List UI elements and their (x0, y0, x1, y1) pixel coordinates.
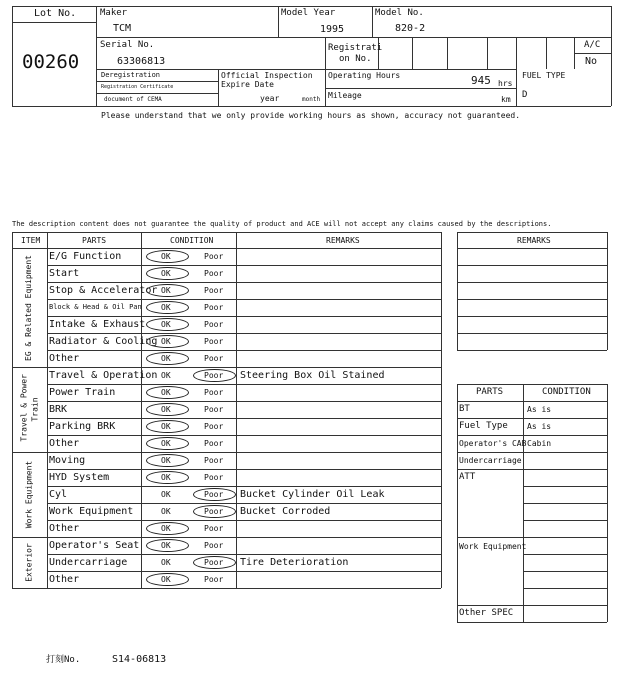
poor-option[interactable]: Poor (204, 507, 224, 516)
col-item: ITEM (21, 236, 41, 245)
ok-selected-circle (146, 301, 189, 314)
row-part: E/G Function (49, 251, 122, 262)
ok-selected-circle (146, 437, 189, 450)
row-part: Block & Head & Oil Pan (49, 303, 142, 311)
model-year-value: 1995 (320, 24, 345, 35)
lot-number: 00260 (22, 51, 80, 73)
right-condition-header: CONDITION (542, 387, 591, 397)
poor-selected-circle (193, 369, 236, 382)
inspection-label-2: Expire Date (221, 80, 274, 89)
ok-selected-circle (146, 522, 189, 535)
hrs-unit: hrs (498, 79, 513, 88)
ok-selected-circle (146, 318, 189, 331)
maker-label: Maker (100, 8, 128, 18)
row-divider (47, 537, 441, 538)
ok-selected-circle (146, 420, 189, 433)
ok-option[interactable]: OK (161, 456, 171, 465)
model-no-value: 820-2 (395, 23, 426, 34)
right-part-undercarriage: Undercarriage (459, 456, 522, 465)
right-part-fuel: Fuel Type (459, 421, 508, 431)
ok-option[interactable]: OK (161, 354, 171, 363)
ok-selected-circle (146, 386, 189, 399)
ok-selected-circle (146, 284, 189, 297)
poor-option[interactable]: Poor (204, 405, 224, 414)
row-divider (47, 401, 441, 402)
right-cond-cab: Cabin (527, 439, 552, 448)
row-part: Cyl (49, 489, 68, 500)
right-part-cab: Operator's CAB (459, 439, 527, 448)
row-part: Operator's Seat (49, 540, 140, 551)
serial-value: 63306813 (117, 56, 166, 67)
ok-selected-circle (146, 352, 189, 365)
poor-option[interactable]: Poor (204, 388, 224, 397)
poor-selected-circle (193, 556, 236, 569)
ok-selected-circle (146, 539, 189, 552)
ok-selected-circle (146, 573, 189, 586)
ok-selected-circle (146, 403, 189, 416)
ok-option[interactable]: OK (161, 541, 171, 550)
cema-label: document of CEMA (104, 96, 162, 103)
row-part: Intake & Exhaust (49, 319, 146, 330)
row-remark: Steering Box Oil Stained (240, 370, 385, 381)
stamp-value: S14-06813 (112, 654, 167, 665)
ok-option[interactable]: OK (161, 320, 171, 329)
inspection-label-1: Official Inspection (221, 71, 313, 80)
row-part: Moving (49, 455, 86, 466)
poor-option[interactable]: Poor (204, 439, 224, 448)
poor-option[interactable]: Poor (204, 269, 224, 278)
row-remark: Bucket Cylinder Oil Leak (240, 489, 385, 500)
row-divider (47, 333, 441, 334)
reg-cert-label: Registration Certificate (101, 84, 174, 90)
deregistration-label: Deregistration (101, 71, 161, 79)
serial-label: Serial No. (100, 40, 155, 50)
ok-option[interactable]: OK (161, 507, 171, 516)
poor-option[interactable]: Poor (204, 303, 224, 312)
row-part: BRK (49, 404, 68, 415)
right-part-att: ATT (459, 472, 476, 482)
right-work-equipment: Work Equipment (459, 542, 527, 551)
ok-option[interactable]: OK (161, 269, 171, 278)
group-label-travel-1: Travel & Power (19, 374, 29, 442)
registration-label-1: Registrati (328, 43, 383, 53)
ok-option[interactable]: OK (161, 405, 171, 414)
ok-option[interactable]: OK (161, 490, 171, 499)
ok-selected-circle (146, 250, 189, 263)
ok-option[interactable]: OK (161, 439, 171, 448)
maker-value: TCM (113, 23, 132, 34)
group-label-eg: EG & Related Equipment (24, 255, 33, 361)
row-part: Other (49, 574, 80, 585)
row-divider (47, 520, 441, 521)
row-divider (47, 571, 441, 572)
mileage-label: Mileage (328, 91, 362, 100)
poor-option[interactable]: Poor (204, 337, 224, 346)
ok-selected-circle (146, 335, 189, 348)
fuel-type-value: D (522, 90, 528, 100)
right-cond-bt: As is (527, 405, 552, 414)
disclaimer: The description content does not guarantee the quality of product and ACE will not accept any claims caused by the descriptions. (12, 220, 552, 228)
poor-option[interactable]: Poor (204, 320, 224, 329)
row-divider (47, 265, 441, 266)
right-other-spec: Other SPEC (459, 608, 514, 618)
row-divider (47, 452, 441, 453)
ok-selected-circle (146, 454, 189, 467)
ac-value: No (585, 56, 598, 67)
col-remarks: REMARKS (326, 236, 360, 245)
stamp-label: 打刻No. (46, 655, 81, 665)
group-label-work: Work Equipment (24, 460, 34, 529)
right-part-bt: BT (459, 404, 470, 414)
poor-selected-circle (193, 505, 236, 518)
registration-label-2: on No. (339, 54, 372, 64)
poor-option[interactable]: Poor (204, 252, 224, 261)
poor-option[interactable]: Poor (204, 490, 224, 499)
row-part: Radiator & Cooling (49, 336, 158, 347)
operating-hours-label: Operating Hours (328, 71, 401, 80)
ok-option[interactable]: OK (161, 303, 171, 312)
row-divider (47, 469, 441, 470)
hours-value: 945 (471, 74, 491, 87)
ac-label: A/C (584, 40, 601, 50)
row-divider (47, 299, 441, 300)
col-parts: PARTS (82, 236, 107, 245)
ok-option[interactable]: OK (161, 524, 171, 533)
model-no-label: Model No. (375, 8, 424, 18)
ok-option[interactable]: OK (161, 473, 171, 482)
row-part: Stop & Accelerator (49, 285, 158, 296)
lot-label: Lot No. (34, 8, 77, 19)
row-remark: Bucket Corroded (240, 506, 331, 517)
hours-note: Please understand that we only provide working hours as shown, accuracy not guaranteed. (101, 111, 521, 120)
ok-option[interactable]: OK (161, 558, 171, 567)
ok-option[interactable]: OK (161, 286, 171, 295)
row-part: Parking BRK (49, 421, 116, 432)
ok-option[interactable]: OK (161, 252, 171, 261)
row-divider (47, 350, 441, 351)
ok-option[interactable]: OK (161, 422, 171, 431)
poor-option[interactable]: Poor (204, 541, 224, 550)
year-label: year (260, 94, 280, 103)
row-divider (47, 316, 441, 317)
row-part: HYD System (49, 472, 110, 483)
row-part: Other (49, 353, 80, 364)
row-part: Power Train (49, 387, 116, 398)
poor-option[interactable]: Poor (204, 473, 224, 482)
poor-option[interactable]: Poor (204, 456, 224, 465)
poor-option[interactable]: Poor (204, 575, 224, 584)
group-label-exterior: Exterior (24, 543, 34, 582)
poor-option[interactable]: Poor (204, 524, 224, 533)
poor-selected-circle (193, 488, 236, 501)
right-remarks-header: REMARKS (517, 236, 551, 245)
poor-option[interactable]: Poor (204, 558, 224, 567)
row-divider (47, 367, 441, 368)
row-divider (47, 384, 441, 385)
fuel-type-label: FUEL TYPE (522, 71, 566, 80)
row-part: Travel & Operation (49, 370, 158, 381)
month-label: month (302, 96, 321, 103)
ok-option[interactable]: OK (161, 337, 171, 346)
row-part: Other (49, 523, 80, 534)
ok-option[interactable]: OK (161, 575, 171, 584)
ok-option[interactable]: OK (161, 388, 171, 397)
group-label-travel-2: Train (30, 397, 40, 422)
poor-option[interactable]: Poor (204, 354, 224, 363)
poor-option[interactable]: Poor (204, 422, 224, 431)
ok-selected-circle (146, 471, 189, 484)
right-cond-fuel: As is (527, 422, 552, 431)
model-year-label: Model Year (281, 8, 336, 18)
ok-selected-circle (146, 267, 189, 280)
row-divider (47, 588, 441, 589)
poor-option[interactable]: Poor (204, 286, 224, 295)
poor-option[interactable]: Poor (204, 371, 224, 380)
row-part: Undercarriage (49, 557, 128, 568)
row-divider (47, 503, 441, 504)
ok-option[interactable]: OK (161, 371, 171, 380)
km-unit: km (501, 95, 511, 104)
row-part: Work Equipment (49, 506, 134, 517)
col-condition: CONDITION (170, 236, 214, 245)
row-part: Other (49, 438, 80, 449)
row-remark: Tire Deterioration (240, 557, 349, 568)
row-divider (47, 282, 441, 283)
row-divider (47, 486, 441, 487)
row-divider (47, 418, 441, 419)
row-divider (47, 435, 441, 436)
row-divider (47, 554, 441, 555)
right-parts-header: PARTS (476, 387, 504, 397)
row-part: Start (49, 268, 80, 279)
